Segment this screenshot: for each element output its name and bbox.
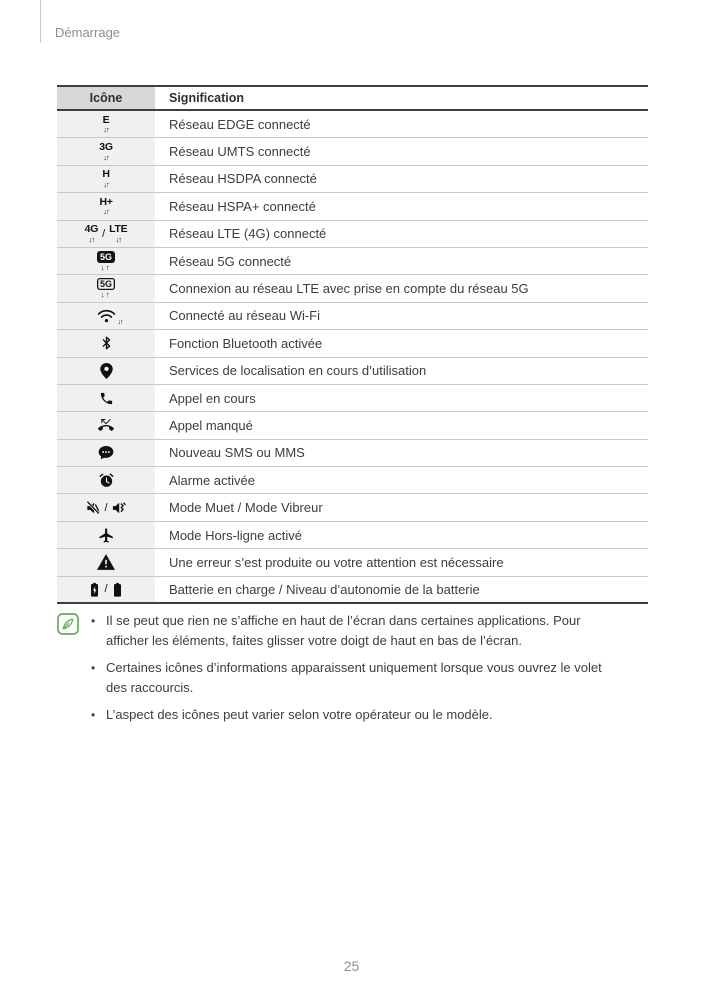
note-bullet	[89, 658, 625, 698]
meaning-cell: Appel en cours	[169, 390, 256, 406]
icon-cell	[57, 111, 155, 137]
icon-cell	[57, 412, 155, 438]
5g-network-icon: 5G ↓↑	[97, 251, 114, 272]
meaning-cell: Connexion au réseau LTE avec prise en compte du réseau 5G	[169, 281, 529, 297]
breadcrumb: Démarrage	[55, 25, 121, 40]
icon-cell	[57, 221, 155, 247]
icon-cell	[57, 303, 155, 329]
meaning-cell: Appel manqué	[169, 417, 253, 433]
meaning-cell: Mode Muet / Mode Vibreur	[169, 500, 323, 516]
alarm-icon	[98, 472, 115, 489]
warning-icon	[97, 554, 115, 570]
bluetooth-icon	[101, 336, 112, 350]
table-row	[57, 440, 648, 467]
table-row	[57, 138, 648, 165]
table-row	[57, 577, 648, 604]
note-bullet-text: L’aspect des icônes peut varier selon votre opérateur ou le modèle.	[106, 707, 493, 722]
table-row	[57, 358, 648, 385]
hspa-plus-network-icon: H+ ↓↑	[99, 195, 113, 217]
meaning-cell: Réseau HSPA+ connecté	[169, 198, 316, 214]
meaning-cell: Une erreur s’est produite ou votre attention est nécessaire	[169, 554, 504, 570]
table-row	[57, 385, 648, 412]
bullet-dot: •	[91, 708, 96, 722]
meaning-cell: Réseau UMTS connecté	[169, 144, 311, 160]
message-icon	[98, 445, 114, 460]
table-row	[57, 549, 648, 576]
meaning-cell: Réseau EDGE connecté	[169, 116, 311, 132]
column-header-meaning: Signification	[169, 91, 244, 105]
meaning-cell: Réseau 5G connecté	[169, 253, 292, 269]
meaning-cell: Batterie en charge / Niveau d’autonomie de la batterie	[169, 581, 480, 597]
meaning-cell: Services de localisation en cours d’utilisation	[169, 363, 427, 379]
table-header-row	[57, 87, 648, 111]
note-bullet-text: Certaines icônes d’informations apparaissent uniquement lorsque vous ouvrez le volet des raccourcis.	[106, 660, 602, 695]
icon-cell	[57, 549, 155, 575]
icon-cell	[57, 138, 155, 164]
meaning-cell: Mode Hors-ligne activé	[169, 527, 302, 543]
note-bullet	[89, 705, 625, 725]
table-row	[57, 193, 648, 220]
vibrate-icon	[112, 501, 126, 515]
icon-cell	[57, 358, 155, 384]
table-row	[57, 330, 648, 357]
umts-network-icon: 3G ↓↑	[99, 141, 113, 162]
page-number: 25	[343, 958, 360, 974]
column-header-icon: Icône	[57, 87, 155, 109]
table-row	[57, 467, 648, 494]
note-block	[57, 611, 625, 732]
note-bullet-list	[89, 611, 625, 732]
meaning-cell: Alarme activée	[169, 472, 255, 488]
icon-cell	[57, 522, 155, 548]
separator-slash: /	[104, 501, 108, 514]
icon-cell	[57, 248, 155, 274]
5g-lte-network-icon: 5G ↓↑	[97, 278, 114, 299]
battery-full-icon	[112, 582, 123, 597]
edge-network-icon: E ↓↑	[102, 113, 110, 135]
icon-cell	[57, 330, 155, 356]
status-icon-table	[57, 85, 648, 604]
wifi-icon: ↓↑	[97, 308, 116, 324]
lte-network-icon: LTE ↓↑	[109, 223, 128, 244]
note-bullet	[89, 611, 625, 651]
icon-cell	[57, 577, 155, 602]
icon-cell	[57, 467, 155, 493]
table-row	[57, 412, 648, 439]
meaning-cell: Réseau LTE (4G) connecté	[169, 226, 327, 242]
location-icon	[100, 363, 113, 379]
icon-cell	[57, 275, 155, 301]
hsdpa-network-icon: H ↓↑	[102, 168, 110, 189]
table-row	[57, 303, 648, 330]
meaning-cell: Fonction Bluetooth activée	[169, 335, 323, 351]
note-bullet-text: Il se peut que rien ne s’affiche en haut de l’écran dans certaines applications. Pour afficher les éléments, faites glisser votre doigt de haut en bas de l’écran.	[106, 613, 581, 648]
missed-call-icon	[98, 417, 114, 433]
icon-cell	[57, 494, 155, 520]
mute-icon	[86, 501, 100, 515]
meaning-cell: Nouveau SMS ou MMS	[169, 445, 305, 461]
bullet-dot: •	[91, 614, 96, 628]
icon-cell	[57, 385, 155, 411]
header-divider	[40, 0, 41, 43]
icon-cell	[57, 440, 155, 466]
meaning-cell: Connecté au réseau Wi-Fi	[169, 308, 321, 324]
table-row	[57, 494, 648, 521]
table-row	[57, 275, 648, 302]
4g-network-icon: 4G ↓↑	[84, 223, 99, 244]
bullet-dot: •	[91, 661, 96, 675]
icon-cell	[57, 166, 155, 192]
table-row	[57, 522, 648, 549]
icon-cell	[57, 193, 155, 219]
table-row	[57, 221, 648, 248]
meaning-cell: Réseau HSDPA connecté	[169, 171, 317, 187]
table-row	[57, 248, 648, 275]
battery-charging-icon	[89, 582, 100, 597]
separator-slash: /	[102, 227, 106, 240]
airplane-icon	[98, 527, 115, 544]
note-pencil-icon	[57, 613, 79, 732]
call-icon	[99, 391, 114, 406]
separator-slash: /	[104, 583, 108, 596]
table-row	[57, 111, 648, 138]
table-row	[57, 166, 648, 193]
